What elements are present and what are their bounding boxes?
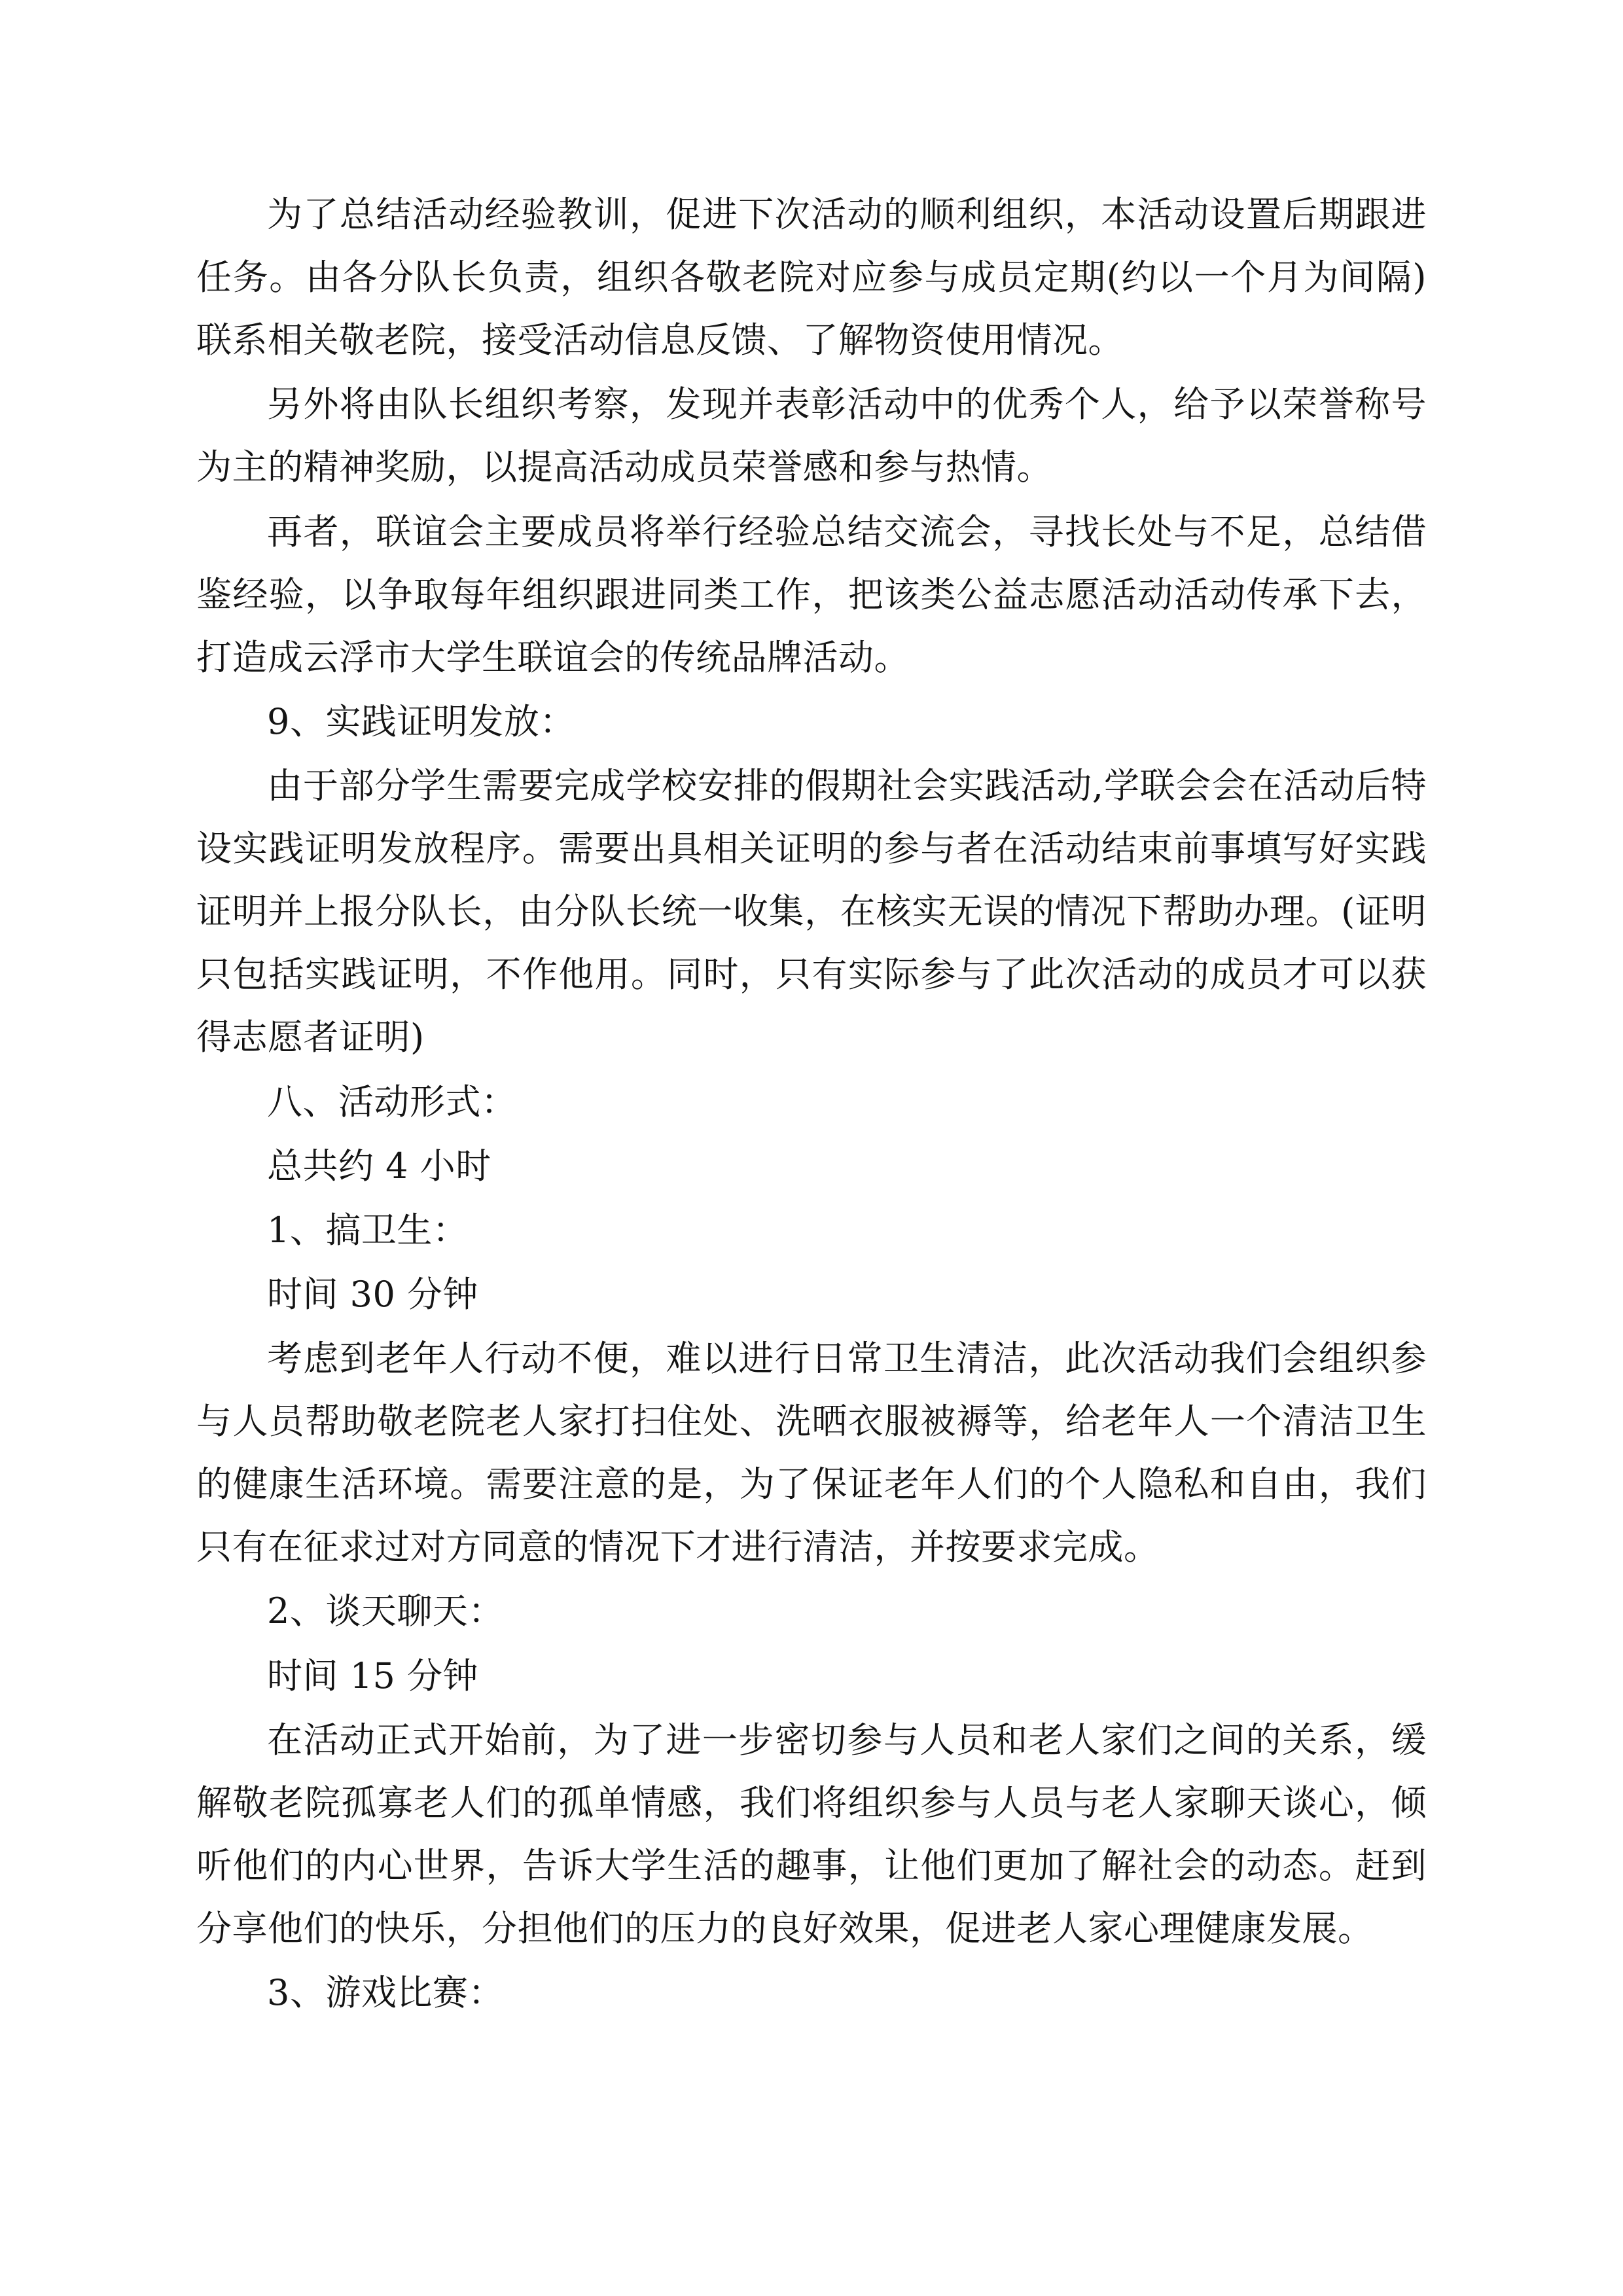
- line-duration-1: 时间 30 分钟: [267, 1273, 479, 1315]
- heading-item-9: 9、实践证明发放：: [267, 700, 575, 742]
- heading-section-8: 八、活动形式：: [267, 1081, 517, 1122]
- line-total-duration: 总共约 4 小时: [267, 1145, 491, 1187]
- heading-activity-1: 1、搞卫生：: [267, 1209, 469, 1251]
- paragraph-experience-exchange: 再者，联谊会主要成员将举行经验总结交流会，寻找长处与不足，总结借鉴经验，以争取每年组织跟进同类工作，把该类公益志愿活动活动传承下去，打造成云浮市大学生联谊会的传统品牌活动。: [196, 511, 1427, 678]
- paragraph-honor-award: 另外将由队长组织考察，发现并表彰活动中的优秀个人，给予以荣誉称号为主的精神奖励，以提高活动成员荣誉感和参与热情。: [196, 384, 1427, 488]
- paragraph-followup-task: 为了总结活动经验教训，促进下次活动的顺利组织，本活动设置后期跟进任务。由各分队长负责，组织各敬老院对应参与成员定期(约以一个月为间隔)联系相关敬老院，接受活动信息反馈、了解物资使用情况。: [196, 194, 1427, 361]
- heading-activity-3: 3、游戏比赛：: [267, 1972, 504, 2014]
- paragraph-cleaning-detail: 考虑到老年人行动不便，难以进行日常卫生清洁，此次活动我们会组织参与人员帮助敬老院老人家打扫住处、洗晒衣服被褥等，给老年人一个清洁卫生的健康生活环境。需要注意的是，为了保证老年人们的个人隐私和自由，我们只有在征求过对方同意的情况下才进行清洁，并按要求完成。: [196, 1337, 1427, 1568]
- heading-activity-2: 2、谈天聊天：: [267, 1590, 504, 1632]
- line-duration-2: 时间 15 分钟: [267, 1655, 479, 1696]
- paragraph-chat-detail: 在活动正式开始前，为了进一步密切参与人员和老人家们之间的关系，缓解敬老院孤寡老人们的孤单情感，我们将组织参与人员与老人家聊天谈心，倾听他们的内心世界，告诉大学生活的趣事，让他们更加了解社会的动态。赶到分享他们的快乐，分担他们的压力的良好效果，促进老人家心理健康发展。: [196, 1719, 1427, 1949]
- document-body: [196, 183, 1427, 2024]
- paragraph-practice-certificate: 由于部分学生需要完成学校安排的假期社会实践活动,学联会会在活动后特设实践证明发放程序。需要出具相关证明的参与者在活动结束前事填写好实践证明并上报分队长，由分队长统一收集，在核实无误的情况下帮助办理。(证明只包括实践证明，不作他用。同时，只有实际参与了此次活动的成员才可以获得志愿者证明): [196, 764, 1427, 1058]
